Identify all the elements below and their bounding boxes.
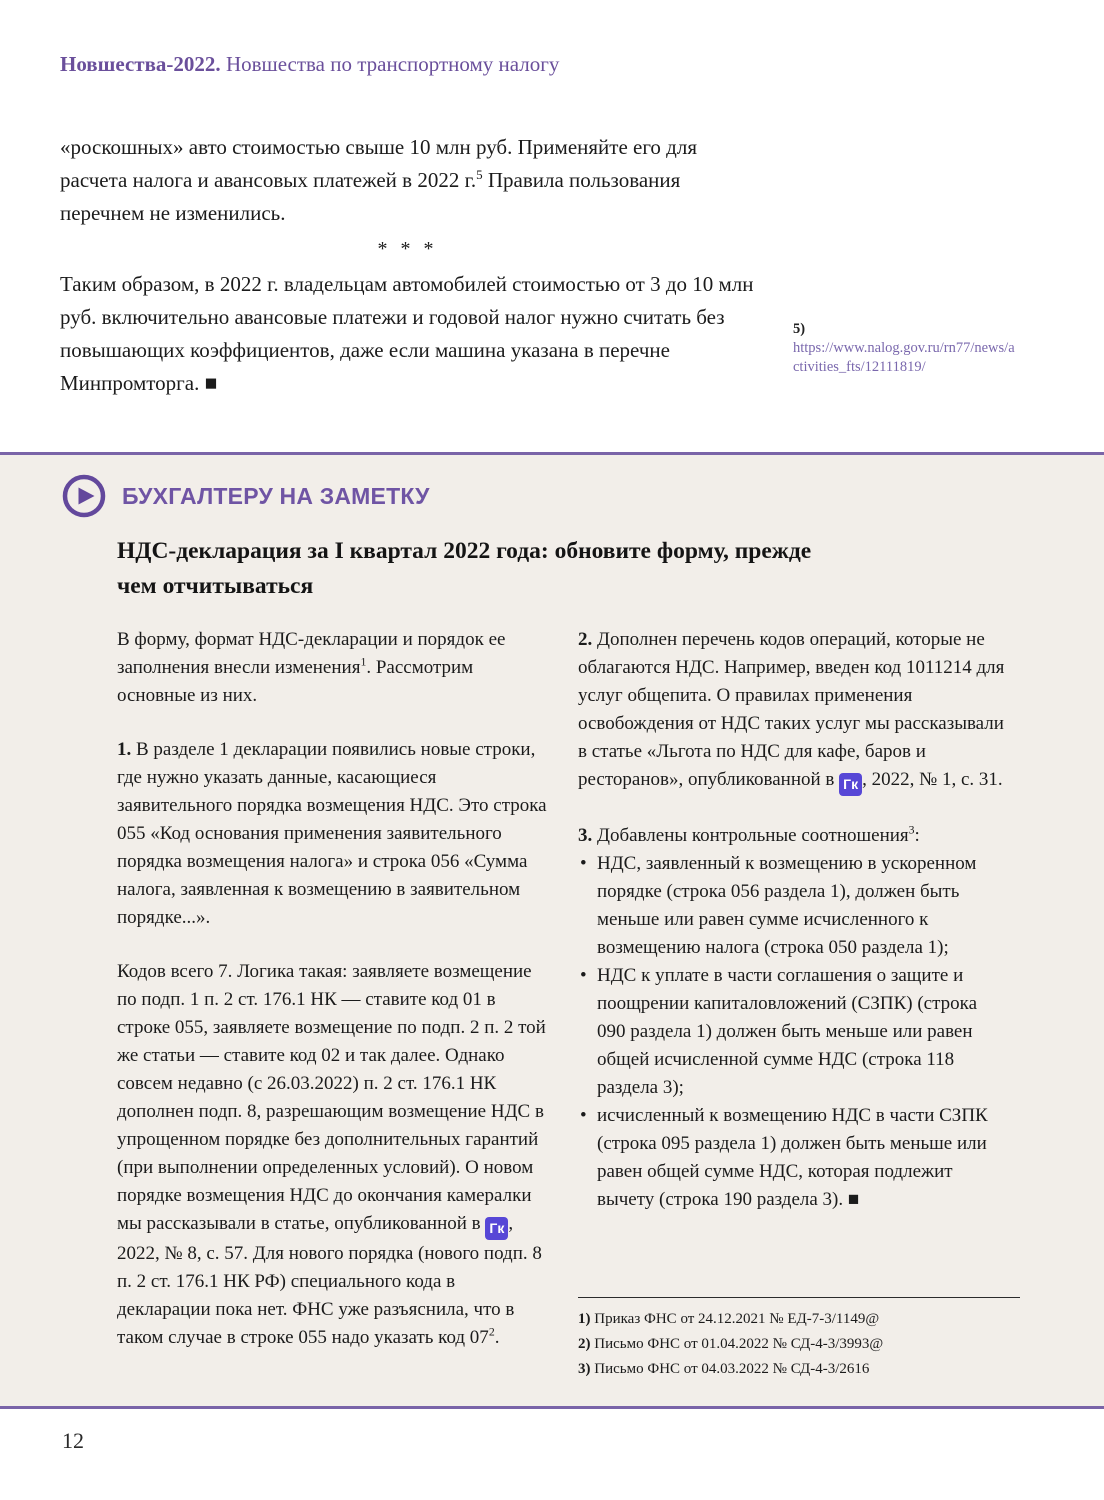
left-paragraph-1-tail: . Рассмотрим основные из них.: [117, 657, 474, 706]
asterisk-separator: * * *: [377, 238, 438, 260]
footnote-ref-3: 3: [908, 823, 915, 837]
footnote-2-text: Письмо ФНС от 01.04.2022 № СД-4-3/3993@: [590, 1336, 884, 1352]
note-kicker-label: БУХГАЛТЕРУ НА ЗАМЕТКУ: [122, 482, 430, 509]
footnote-3-text: Письмо ФНС от 04.03.2022 № СД-4-3/2616: [590, 1361, 870, 1377]
footnote-1-text: Приказ ФНС от 24.12.2021 № ЕД-7-3/1149@: [590, 1311, 880, 1327]
running-head-rubric: Новшества-2022.: [60, 52, 221, 76]
running-head-topic: Новшества по транспортному налогу: [220, 52, 560, 76]
left-paragraph-3-text2: , 2022, № 8, с. 57. Для нового порядка (нового подп. 8 п. 2 ст. 176.1 НК РФ) специального кода в декларации пока нет. ФНС уже разъяснила, что в таком случае в строке 055 надо указать код 07: [117, 1213, 542, 1348]
note-kicker-row: [62, 474, 430, 518]
play-icon: [62, 474, 106, 518]
list-item: • НДС, заявленный к возмещению в ускоренном порядке (строка 056 раздела 1), должен быть меньше или равен сумме исчисленного к возмещению налога (строка 050 раздела 1);: [578, 850, 1010, 962]
right-paragraph-1-text2: , 2022, № 1, с. 31.: [862, 769, 1003, 790]
glavkniga-magazine-icon: Гк: [485, 1217, 508, 1240]
footnote-3: [578, 1357, 1020, 1382]
note-column-left: [117, 626, 549, 1378]
left-paragraph-3-tail: .: [494, 1326, 500, 1348]
list-item: • исчисленный к возмещению НДС в части СЗПК (строка 095 раздела 1) должен быть меньше или равен общей сумме НДС, которая подлежит вычету (строка 190 раздела 3). ■: [578, 1102, 1010, 1214]
footnote-divider: [578, 1297, 1020, 1298]
note-title: НДС-декларация за I квартал 2022 года: обновите форму, прежде чем отчитываться: [117, 538, 812, 599]
running-head: [60, 52, 559, 77]
footnote-2-marker: 2): [578, 1336, 591, 1352]
intro-paragraph-1: [60, 131, 755, 230]
item-number-1: 1.: [117, 739, 132, 760]
footnote-ref-5: 5: [476, 167, 483, 182]
list-item: • НДС к уплате в части соглашения о защите и поощрении капиталовложений (СЗПК) (строка 090 раздела 1) должен быть меньше или равен общей исчисленной сумме НДС (строка 118 раздела 3);: [578, 962, 1010, 1102]
control-ratios-list: [578, 850, 1010, 1214]
right-paragraph-1: [578, 626, 1010, 796]
intro-paragraph-1-text: «роскошных» авто стоимостью свыше 10 млн руб. Применяйте его для расчета налога и авансовых платежей в 2022 г.: [60, 135, 698, 192]
footnote-block: [578, 1297, 1020, 1382]
left-paragraph-1: [117, 626, 549, 710]
right-paragraph-2-tail: :: [914, 824, 920, 846]
right-paragraph-2: [578, 822, 1010, 850]
item-number-3: 3.: [578, 824, 593, 846]
page-number: 12: [62, 1428, 84, 1453]
item-number-2: 2.: [578, 629, 593, 650]
footnote-ref-2: 2: [488, 1325, 495, 1339]
left-paragraph-2-text: В разделе 1 декларации появились новые строки, где нужно указать данные, касающиеся заявительного порядка возмещения НДС. Это строка 055 «Код основания применения заявительного порядка возмещения налога» и строка 056 «Сумма налога, заявленная к возмещению в заявительном порядке...».: [117, 739, 547, 928]
right-paragraph-1-text: Дополнен перечень кодов операций, которые не облагаются НДС. Например, введен код 1011214 для услуг общепита. О правилах применения освобождения от НДС таких услуг мы рассказывали в статье «Льгота по НДС для кафе, баров и ресторанов», опубликованной в: [578, 629, 1005, 790]
footnote-3-marker: 3): [578, 1361, 591, 1377]
margin-footnote-url-link[interactable]: https://www.nalog.gov.ru/rn77/news/activities_fts/12111819/: [793, 340, 1015, 375]
margin-footnote-marker: 5): [793, 321, 806, 337]
glavkniga-magazine-icon: Гк: [839, 773, 862, 796]
left-paragraph-2: [117, 736, 549, 932]
left-paragraph-1-text: В форму, формат НДС-декларации и порядок ее заполнения внесли изменения: [117, 629, 506, 678]
intro-paragraph-2: Таким образом, в 2022 г. владельцам автомобилей стоимостью от 3 до 10 млн руб. включительно авансовые платежи и годовой налог нужно считать без повышающих коэффициентов, даже если машина указана в перечне Минпромторга. ■: [60, 272, 754, 395]
footnote-ref-1: 1: [360, 655, 367, 669]
right-paragraph-2-text: Добавлены контрольные соотношения: [592, 824, 909, 846]
left-paragraph-3: [117, 958, 549, 1352]
left-paragraph-3-text: Кодов всего 7. Логика такая: заявляете возмещение по подп. 1 п. 2 ст. 176.1 НК — ставите код 01 в строке 055, заявляете возмещение по подп. 2 п. 2 той же статьи — ставите код 02 и так далее. Однако совсем недавно (с 26.03.2022) п. 2 ст. 176.1 НК дополнен подп. 8, разрешающим возмещение НДС в упрощенном порядке без дополнительных гарантий (при выполнении определенных условий). О новом порядке возмещения НДС до окончания камералки мы рассказывали в статье, опубликованной в: [117, 961, 546, 1234]
footnote-1: [578, 1307, 1020, 1332]
note-column-right: [578, 626, 1010, 1214]
footnote-2: [578, 1332, 1020, 1357]
intro-paragraph-1-tail: Правила пользования перечнем не изменились.: [60, 168, 681, 225]
footnote-1-marker: 1): [578, 1311, 591, 1327]
margin-footnote-5: [793, 320, 1021, 377]
